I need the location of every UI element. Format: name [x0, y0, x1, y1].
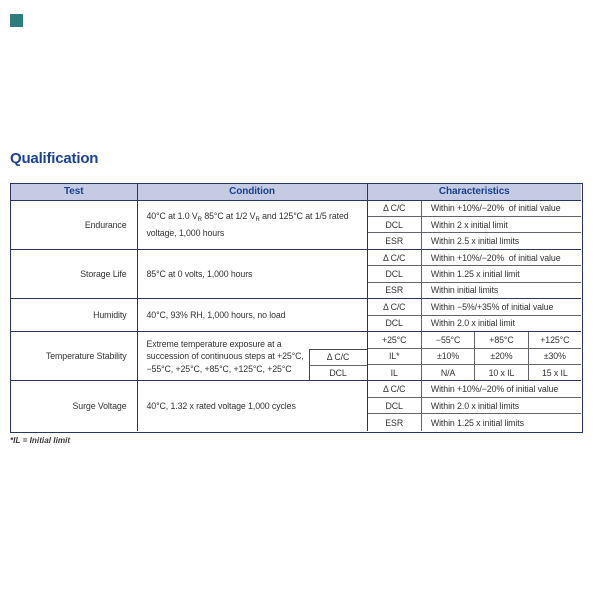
char-value: Within initial limits: [421, 283, 581, 299]
corner-accent-square: [10, 14, 23, 27]
char-value: Within 1.25 x initial limit: [421, 266, 581, 282]
matrix-cell: IL*: [368, 349, 421, 365]
condition-cell-endurance: [138, 201, 368, 250]
char-param: ESR: [385, 417, 404, 428]
matrix-cell: 15 x IL: [528, 365, 581, 381]
subscript-R: R: [255, 217, 260, 224]
subscript-R: R: [197, 217, 202, 224]
condition-cell-storage-life: 85°C at 0 volts, 1,000 hours: [138, 250, 368, 299]
matrix-col-header: −55°C: [421, 332, 474, 348]
matrix-cell: IL: [368, 365, 421, 381]
test-cell-endurance: Endurance: [11, 201, 138, 250]
char-param: Δ C/C: [368, 201, 421, 217]
matrix-cell: ±20%: [474, 349, 527, 365]
matrix-cell: 10 x IL: [474, 365, 527, 381]
char-param: ESR: [368, 233, 421, 249]
nested-parameter-box: [309, 349, 367, 381]
char-value: Within 2 x initial limit: [421, 217, 581, 233]
nested-param: DCL: [329, 368, 347, 378]
condition-text: Extreme temperature exposure at a succession of continuous steps at +25°C, −55°C, +25°C, +85°C, +125°C, +25°C: [146, 338, 304, 374]
char-value: Within −5%/+35% of initial value: [421, 299, 581, 315]
char-param: Δ C/C: [368, 250, 421, 266]
matrix-col-header: +25°C: [368, 332, 421, 348]
footnote: *IL = Initial limit: [10, 436, 71, 445]
matrix-cell: N/A: [421, 365, 474, 381]
char-param: Δ C/C: [368, 381, 421, 397]
char-value: Within +10%/−20% of initial value: [421, 381, 581, 397]
char-param: DCL: [368, 217, 421, 233]
column-header-test: Test: [11, 184, 138, 201]
char-value: Within +10%/−20% of initial value: [421, 250, 581, 266]
matrix-cell: ±10%: [421, 349, 474, 365]
condition-cell-humidity: 40°C, 93% RH, 1,000 hours, no load: [138, 299, 368, 332]
condition-text: 40°C at 1.0 $V_R$ 85°C at 1/2 $V_R$ and 125°C at 1/5 rated voltage, 1,000 hours: [146, 211, 349, 238]
char-value: Within 2.5 x initial limits: [421, 233, 581, 249]
condition-cell-temperature-stability: [138, 332, 368, 381]
qualification-table: [10, 183, 583, 433]
matrix-col-header: +125°C: [528, 332, 581, 348]
char-value: Within 2.0 x initial limits: [421, 398, 581, 414]
char-value: Within 2.0 x initial limit: [421, 316, 581, 332]
test-cell-temperature-stability: Temperature Stability: [11, 332, 138, 381]
page-title: Qualification: [10, 150, 99, 167]
char-value: Within 1.25 x initial limits: [421, 414, 581, 430]
char-param: DCL: [368, 316, 421, 332]
char-param: Δ C/C: [368, 299, 421, 315]
nested-param: Δ C/C: [310, 350, 367, 366]
matrix-cell: ±30%: [528, 349, 581, 365]
column-header-characteristics: Characteristics: [368, 184, 582, 201]
char-param: DCL: [368, 398, 421, 414]
test-cell-surge-voltage: Surge Voltage: [11, 381, 138, 430]
condition-cell-surge-voltage: 40°C, 1.32 x rated voltage 1,000 cycles: [138, 381, 368, 430]
test-cell-storage-life: Storage Life: [11, 250, 138, 299]
matrix-col-header: +85°C: [474, 332, 527, 348]
char-value: Within +10%/−20% of initial value: [421, 201, 581, 217]
char-param: ESR: [368, 283, 421, 299]
char-param: DCL: [368, 266, 421, 282]
column-header-condition: Condition: [138, 184, 368, 201]
test-cell-humidity: Humidity: [11, 299, 138, 332]
